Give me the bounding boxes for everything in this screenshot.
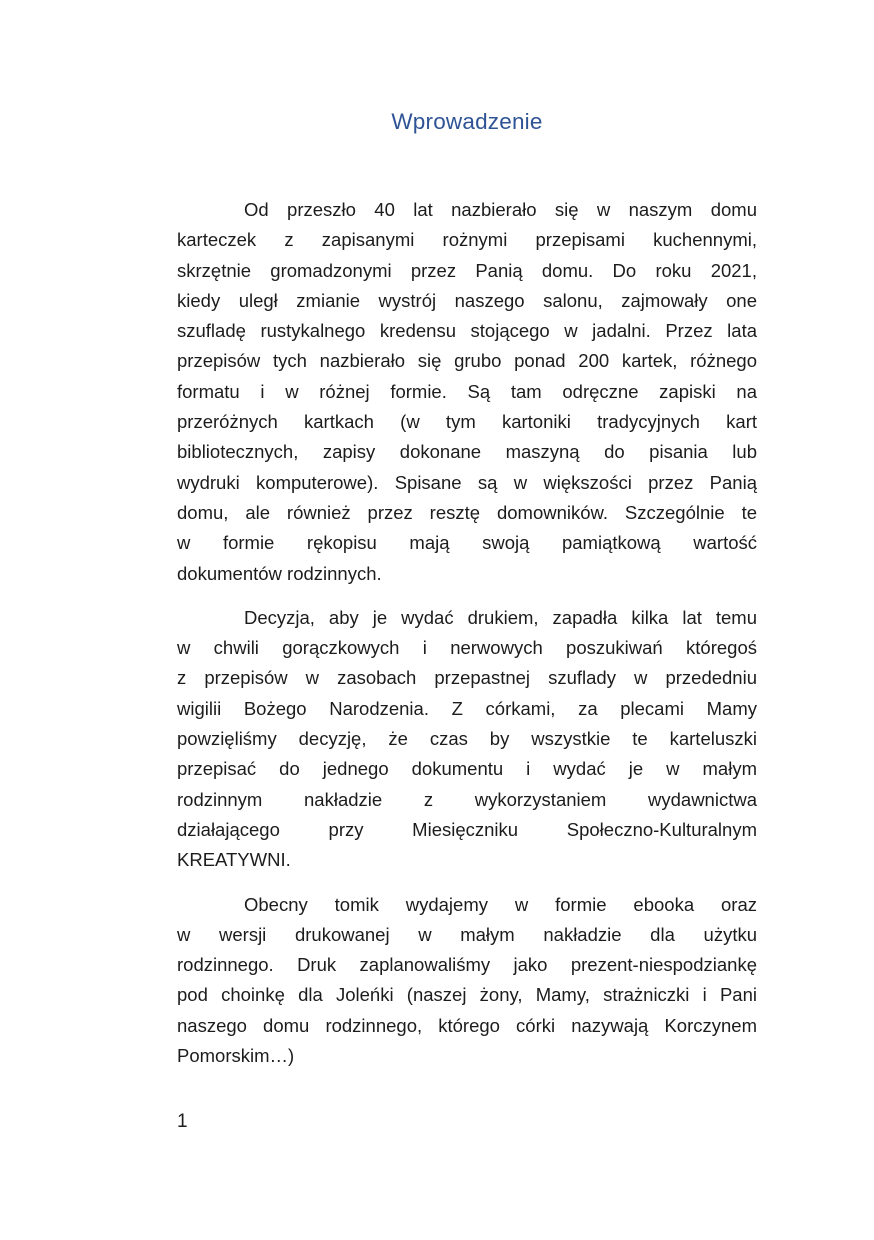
- text-line: rodzinnego. Druk zaplanowaliśmy jako prezent-niespodziankę: [177, 954, 757, 976]
- text-line: działającego przy Miesięczniku Społeczno-Kulturalnym: [177, 818, 757, 840]
- text-line: wydruki komputerowe). Spisane są w większości przez Panią: [177, 471, 757, 493]
- text-line: skrzętnie gromadzonymi przez Panią domu. Do roku 2021,: [177, 259, 757, 281]
- text-line: KREATYWNI.: [177, 849, 291, 871]
- text-line: przepisów tych nazbierało się grubo ponad 200 kartek, różnego: [177, 350, 757, 372]
- page-title: Wprowadzenie: [391, 109, 543, 134]
- text-line: powzięliśmy decyzję, że czas by wszystkie te karteluszki: [177, 728, 757, 750]
- text-line: w wersji drukowanej w małym nakładzie dla użytku: [177, 923, 757, 945]
- text-line: Obecny tomik wydajemy w formie ebooka oraz: [244, 893, 757, 915]
- text-line: domu, ale również przez resztę domowników. Szczególnie te: [177, 501, 757, 523]
- text-line: przepisać do jednego dokumentu i wydać je w małym: [177, 758, 757, 780]
- text-line: dokumentów rodzinnych.: [177, 562, 382, 584]
- text-line: bibliotecznych, zapisy dokonane maszyną do pisania lub: [177, 441, 757, 463]
- text-line: naszego domu rodzinnego, którego córki nazywają Korczynem: [177, 1014, 757, 1036]
- text-line: z przepisów w zasobach przepastnej szuflady w przededniu: [177, 667, 757, 689]
- text-line: Od przeszło 40 lat nazbierało się w naszym domu: [244, 199, 757, 220]
- paragraph-1: [177, 195, 757, 589]
- text-line: kiedy uległ zmianie wystrój naszego salonu, zajmowały one: [177, 289, 757, 311]
- page-number: 1: [177, 1111, 188, 1132]
- text-line: Pomorskim…): [177, 1045, 295, 1067]
- text-line: Decyzja, aby je wydać drukiem, zapadła kilka lat temu: [244, 606, 757, 628]
- text-column: [177, 0, 757, 1085]
- text-line: przeróżnych kartkach (w tym kartoniki tradycyjnych kart: [177, 411, 757, 433]
- text-line: pod choinkę dla Joleńki (naszej żony, Mamy, strażniczki i Pani: [177, 984, 757, 1006]
- paragraph-2: [177, 603, 757, 876]
- text-line: karteczek z zapisanymi rożnymi przepisami kuchennymi,: [177, 229, 757, 251]
- text-line: w formie rękopisu mają swoją pamiątkową wartość: [177, 532, 757, 554]
- text-line: rodzinnym nakładzie z wykorzystaniem wydawnictwa: [177, 788, 757, 810]
- text-line: w chwili gorączkowych i nerwowych poszukiwań któregoś: [177, 637, 757, 659]
- paragraph-3: [177, 890, 757, 1072]
- text-line: wigilii Bożego Narodzenia. Z córkami, za plecami Mamy: [177, 697, 757, 719]
- text-line: szufladę rustykalnego kredensu stojącego w jadalni. Przez lata: [177, 320, 757, 342]
- text-line: formatu i w różnej formie. Są tam odręczne zapiski na: [177, 380, 757, 402]
